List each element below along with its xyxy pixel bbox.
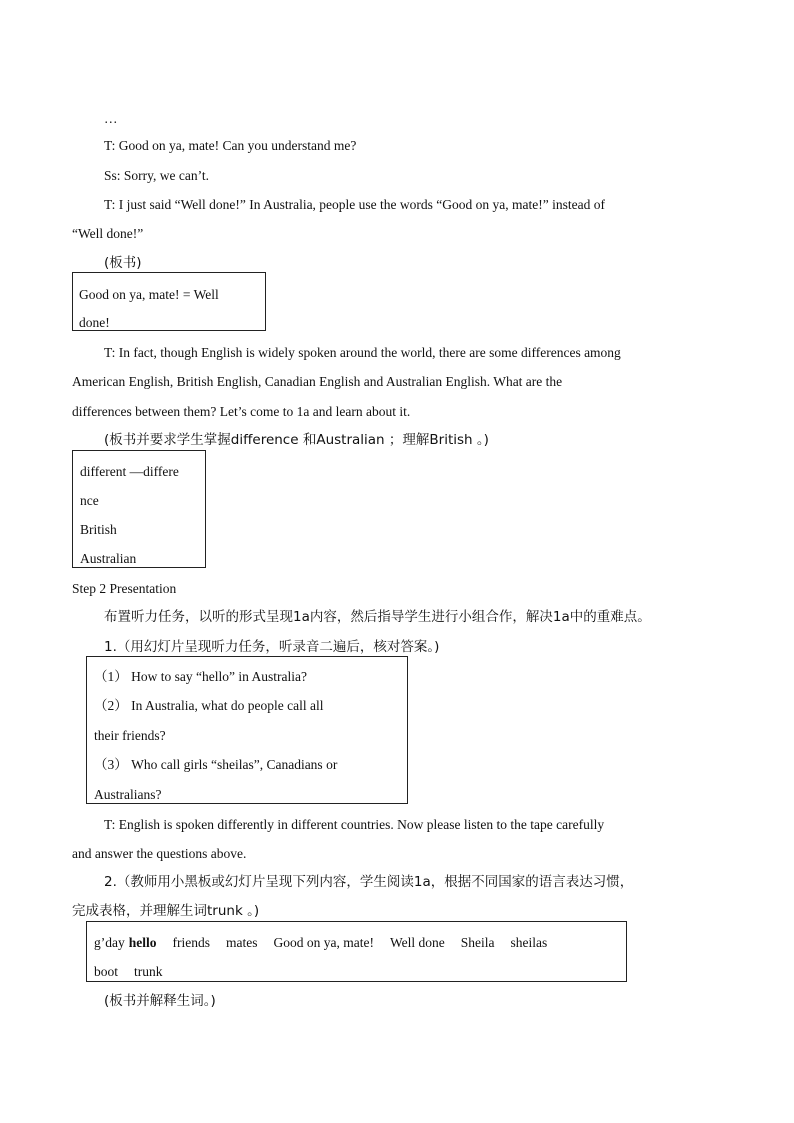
word: Sheila	[460, 935, 495, 950]
box1-line1: Good on ya, mate! = Well	[79, 287, 219, 302]
word: friends	[172, 935, 211, 950]
box2-line4: Australian	[80, 551, 137, 566]
dialogue-teacher-2-cont: “Well done!”	[72, 226, 144, 241]
board-note-2: (板书并要求学生掌握difference 和Australian ；理解British 。)	[104, 432, 489, 448]
step-description: 布置听力任务，以听的形式呈现1a内容，然后指导学生进行小组合作，解决1a中的重难点。	[104, 609, 651, 625]
box2-line1: different —differe	[80, 464, 179, 479]
teacher-paragraph-line3: differences between them? Let’s come to 1a and learn about it.	[72, 404, 411, 419]
ellipsis: …	[104, 111, 118, 126]
word: Good on ya, mate!	[273, 935, 374, 950]
blackboard-box-2	[72, 450, 206, 568]
teacher-paragraph-line1: T: In fact, though English is widely spoken around the world, there are some differences among	[104, 345, 621, 360]
box2-line3: British	[80, 522, 117, 537]
box2-line2: nce	[80, 493, 99, 508]
word: mates	[226, 935, 258, 950]
vocabulary-row-1	[94, 934, 563, 952]
word: boot	[94, 964, 119, 979]
vocabulary-row-2	[94, 963, 179, 981]
closing-note: (板书并解释生词。)	[104, 993, 216, 1009]
question-3: （3） Who call girls “sheilas”, Canadians or	[94, 757, 338, 772]
word: Well done	[390, 935, 445, 950]
dialogue-students: Ss: Sorry, we can’t.	[104, 168, 209, 183]
word-bold: hello	[128, 935, 157, 950]
task-item-2: 2.（教师用小黑板或幻灯片呈现下列内容，学生阅读1a，根据不同国家的语言表达习惯，	[104, 874, 634, 890]
teacher-paragraph-line2: American English, British English, Canadian English and Australian English. What are the	[72, 374, 563, 389]
word: sheilas	[510, 935, 548, 950]
board-note: (板书)	[104, 255, 142, 271]
task-item-2-cont: 完成表格，并理解生词trunk 。)	[72, 903, 260, 919]
question-2-cont: their friends?	[94, 728, 166, 743]
question-1: （1） How to say “hello” in Australia?	[94, 669, 307, 684]
word: g’day	[94, 935, 125, 950]
blackboard-box-1	[72, 272, 266, 331]
question-3-cont: Australians?	[94, 787, 162, 802]
word: trunk	[134, 964, 163, 979]
vocabulary-box	[86, 921, 627, 982]
teacher-instruction-line1: T: English is spoken differently in different countries. Now please listen to the tape carefully	[104, 817, 605, 832]
box1-line2: done!	[79, 315, 110, 330]
step-heading: Step 2 Presentation	[72, 581, 177, 596]
dialogue-teacher-1: T: Good on ya, mate! Can you understand me?	[104, 138, 357, 153]
teacher-instruction-line2: and answer the questions above.	[72, 846, 247, 861]
question-2: （2） In Australia, what do people call all	[94, 698, 324, 713]
task-item-1: 1.（用幻灯片呈现听力任务，听录音二遍后，核对答案。)	[104, 639, 440, 655]
listening-questions-box	[86, 656, 408, 804]
dialogue-teacher-2: T: I just said “Well done!” In Australia, people use the words “Good on ya, mate!” instead of	[104, 197, 605, 212]
